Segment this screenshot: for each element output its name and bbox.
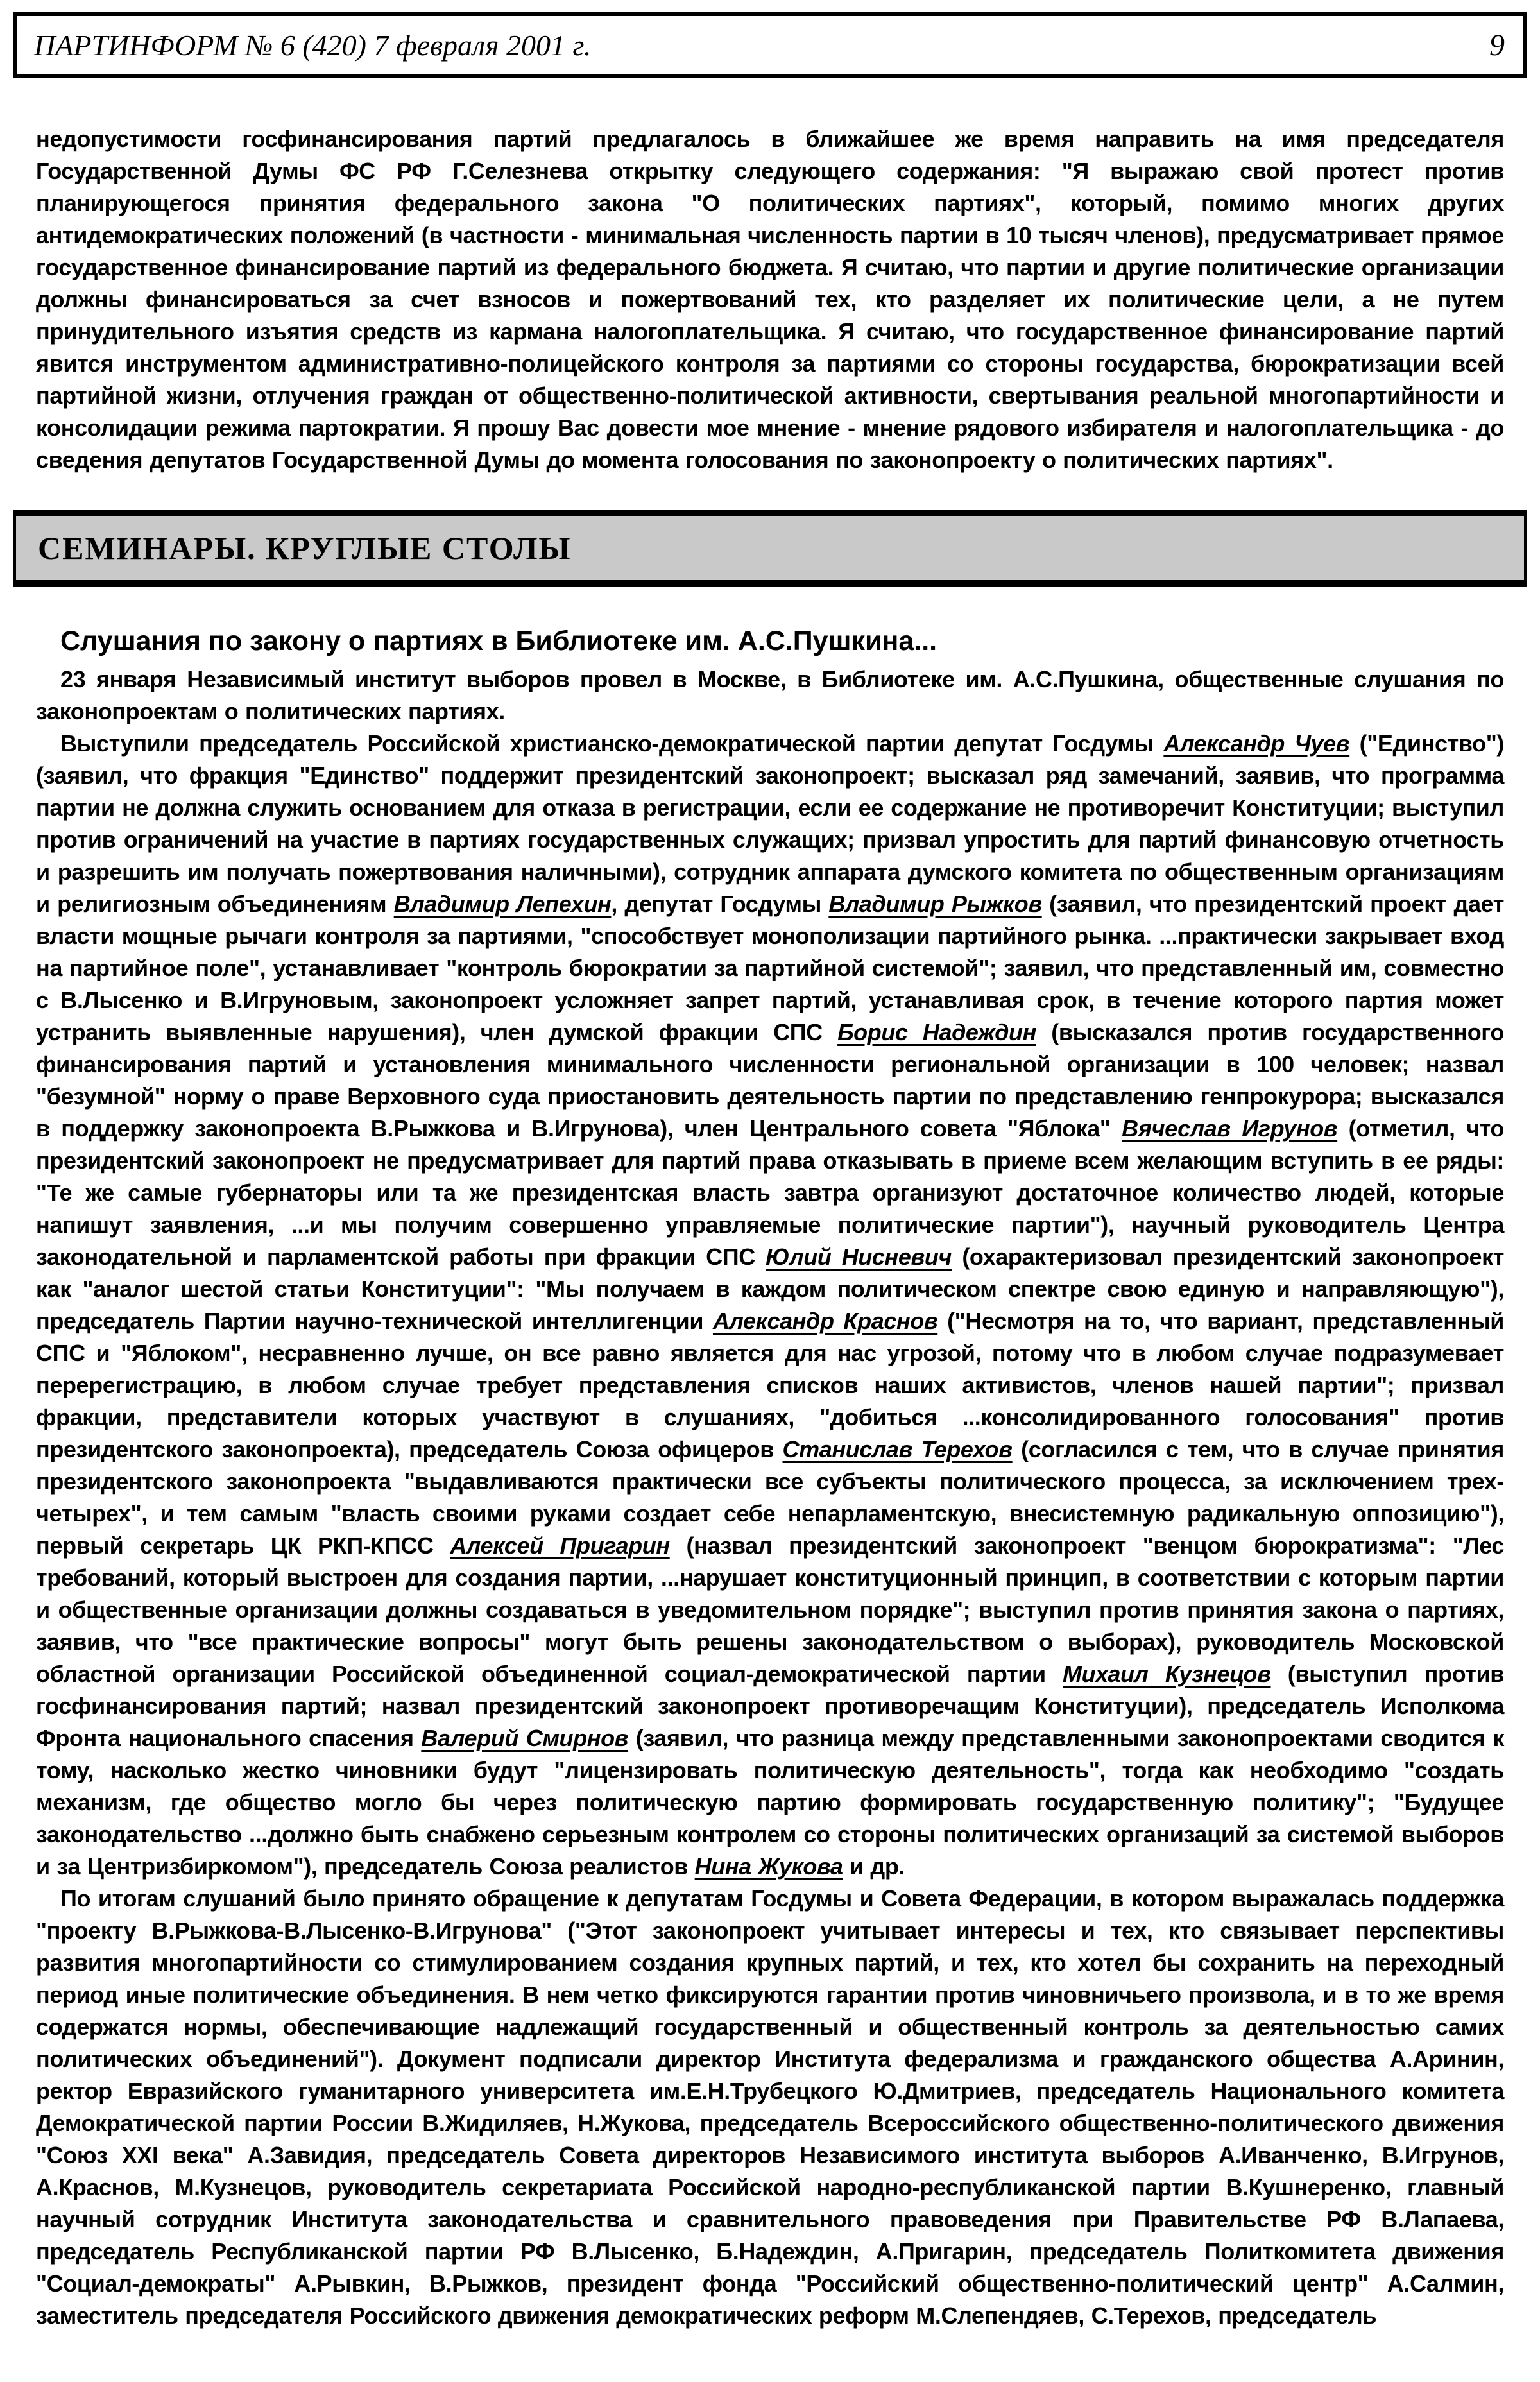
article-lead-paragraph: 23 января Независимый институт выборов провел в Москве, в Библиотеке им. А.С.Пушкина, общественные слушания по законопроектам о политических партиях.: [36, 666, 1504, 724]
speaker-name: Владимир Рыжков: [828, 891, 1042, 917]
speaker-name: Борис Надеждин: [837, 1019, 1036, 1045]
paragraph-text: (охарактеризовал президентский законопроект как "аналог шестой статьи Конституции": "Мы получаем в каждом политическом спектре свою единую и направляющую"), председатель Партии научно-технической интеллигенции: [36, 1244, 1504, 1334]
running-header: [13, 12, 1527, 78]
section-header-bar: [13, 510, 1527, 587]
paragraph-text: (назвал президентский законопроект "венцом бюрократизма": "Лес требований, который выстроен для создания партии, ...нарушает конституционный принцип, в соответствии с которым партии и общественные организации должны создаваться в уведомительном порядке"; выступил против принятия закона о партиях, заявив, что "все практические вопросы" могут быть решены законодательством о выборах), руководитель Московской областной организации Российской объединенной социал-демократической партии: [36, 1532, 1504, 1687]
continuation-paragraph: недопустимости госфинансирования партий предлагалось в ближайшее же время направить на имя председателя Государственной Думы ФС РФ Г.Селезнева открытку следующего содержания: "Я выражаю свой протест против планирующегося принятия федерального закона "О политических партиях", который, помимо многих других антидемократических положений (в частности - минимальная численность партии в 10 тысяч членов), предусматривает прямое государственное финансирование партий из федерального бюджета. Я считаю, что партии и другие политические организации должны финансироваться за счет взносов и пожертвований тех, кто разделяет их политические цели, а не путем принудительного изъятия средств из кармана налогоплательщика. Я считаю, что государственное финансирование партий явится инструментом административно-полицейского контроля за партиями со стороны государства, бюрократизации всей партийной жизни, отлучения граждан от общественно-политической активности, свертывания реальной многопартийности и консолидации режима партократии. Я прошу Вас довести мое мнение - мнение рядового избирателя и налогоплательщика - до сведения депутатов Государственной Думы до момента голосования по законопроекту о политических партиях".: [36, 126, 1504, 473]
speakers-paragraph: [36, 728, 1504, 1883]
speaker-name: Владимир Лепехин: [393, 891, 612, 917]
paragraph-text: , депутат Госдумы: [611, 891, 829, 917]
paragraph-text: ("Несмотря на то, что вариант, представленный СПС и "Яблоком", несравненно лучше, он все равно является для нас угрозой, потому что в любом случае подразумевает перерегистрацию, в любом случае требует представления списков наших активистов, членов нашей партии"; призвал фракции, представители которых участвуют в слушаниях, "добиться ...консолидированного голосования" против президентского законопроекта), председатель Союза офицеров: [36, 1308, 1505, 1462]
resolution-paragraph: По итогам слушаний было принято обращение к депутатам Госдумы и Совета Федерации, в котором выражалась поддержка "проекту В.Рыжкова-В.Лысенко-В.Игрунова" ("Этот законопроект учитывает интересы и тех, кто связывает перспективы развития многопартийности со стимулированием создания крупных партий, и тех, кто хотел бы сохранить на переходный период иные политические объединения. В нем четко фиксируются гарантии против чиновничьего произвола, и в то же время содержатся нормы, обеспечивающие надлежащий государственный и общественный контроль за деятельностью самих политических объединений"). Документ подписали директор Института федерализма и гражданского общества А.Аринин, ректор Евразийского гуманитарного университета им.Е.Н.Трубецкого Ю.Дмитриев, председатель Национального комитета Демократической партии России В.Жидиляев, Н.Жукова, председатель Всероссийского общественно-политического движения "Союз XXI века" А.Завидия, председатель Совета директоров Независимого института выборов А.Иванченко, В.Игрунов, А.Краснов, М.Кузнецов, руководитель секретариата Российской народно-республиканской партии В.Кушнеренко, главный научный сотрудник Института законодательства и сравнительного правоведения при Правительстве РФ В.Лапаева, председатель Республиканской партии РФ В.Лысенко, Б.Надеждин, А.Пригарин, председатель Политкомитета движения "Социал-демократы" А.Рывкин, В.Рыжков, президент фонда "Российский общественно-политический центр" А.Салмин, заместитель председателя Российского движения демократических реформ М.Слепендяев, С.Терехов, председатель: [36, 1885, 1504, 2329]
paragraph-text: (заявил, что разница между представленными законопроектами сводится к тому, насколько жестко чиновники будут "лицензировать политическую деятельность", тогда как необходимо "создать механизм, где общество могло бы через политическую партию формировать государственную политику"; "Будущее законодательство ...должно быть снабжено серьезным контролем со стороны политических организаций за системой выборов и за Центризбиркомом"), председатель Союза реалистов: [36, 1725, 1504, 1880]
paragraph-text: (высказался против государственного финансирования партий и установления минимального численности региональной организации в 100 человек; назвал "безумной" норму о праве Верховного суда приостановить деятельность партии по представлению генпрокурора; высказался в поддержку законопроекта В.Рыжкова и В.Игрунова), член Центрального совета "Яблока": [36, 1019, 1504, 1142]
paragraph-text: (заявил, что президентский проект дает власти мощные рычаги контроля за партиями, "способствует монополизации партийного рынка. ...практически закрывает вход на партийное поле", устанавливает "контроль бюрократии за партийной системой"; заявил, что представленный им, совместно с В.Лысенко и В.Игруновым, законопроект усложняет запрет партий, устанавливая срок, в течение которого партия может устранить выявленные нарушения), член думской фракции СПС: [36, 891, 1504, 1045]
paragraph-text: Выступили председатель Российской христианско-демократической партии депутат Госдумы: [60, 730, 1164, 757]
paragraph-text: (согласился с тем, что в случае принятия президентского законопроекта "выдавливаются практически все субъекты политического процесса, за исключением трех-четырех", и тем самым "власть своими руками создает себе непарламентскую, внесистемную радикальную оппозицию"), первый секретарь ЦК РКП-КПСС: [36, 1436, 1505, 1559]
paragraph-text: ("Единство") (заявил, что фракция "Единство" поддержит президентский законопроект; высказал ряд замечаний, заявив, что программа партии не должна служить основанием для отказа в регистрации, если ее содержание не противоречит Конституции; выступил против ограничений на участие в партиях государственных служащих; призвал упростить для партий финансовую отчетность и разрешить им получать пожертвования наличными), сотрудник аппарата думского комитета по общественным организациям и религиозным объединениям: [36, 730, 1504, 917]
page-number: 9: [1489, 28, 1505, 62]
speaker-name: Юлий Нисневич: [766, 1244, 952, 1270]
paragraph-text: и др.: [843, 1853, 905, 1880]
newsletter-title: ПАРТИНФОРМ № 6 (420) 7 февраля 2001 г.: [34, 28, 592, 62]
paragraph-text: (отметил, что президентский законопроект не предусматривает для партий права отказывать в приеме всем желающим вступить в ее ряды: "Те же самые губернаторы или та же президентская власть завтра организуют достаточное количество людей, которые напишут заявления, ...и мы получим совершенно управляемые политические партии"), научный руководитель Центра законодательной и парламентской работы при фракции СПС: [36, 1115, 1504, 1270]
speaker-name: Александр Чуев: [1163, 730, 1350, 757]
section-header-label: СЕМИНАРЫ. КРУГЛЫЕ СТОЛЫ: [38, 530, 572, 566]
speaker-name: Нина Жукова: [694, 1853, 843, 1880]
speaker-name: Валерий Смирнов: [421, 1725, 629, 1751]
speaker-name: Александр Краснов: [712, 1308, 938, 1334]
speaker-name: Станислав Терехов: [782, 1436, 1013, 1462]
paragraph-text: (выступил против госфинансирования партий; назвал президентский законопроект противоречащим Конституции), председатель Исполкома Фронта национального спасения: [36, 1661, 1504, 1751]
speaker-name: Вячеслав Игрунов: [1122, 1115, 1338, 1142]
speaker-name: Михаил Кузнецов: [1063, 1661, 1271, 1687]
article-title: Слушания по закону о партиях в Библиотеке им. А.С.Пушкина...: [60, 626, 937, 656]
speaker-name: Алексей Пригарин: [450, 1532, 670, 1559]
